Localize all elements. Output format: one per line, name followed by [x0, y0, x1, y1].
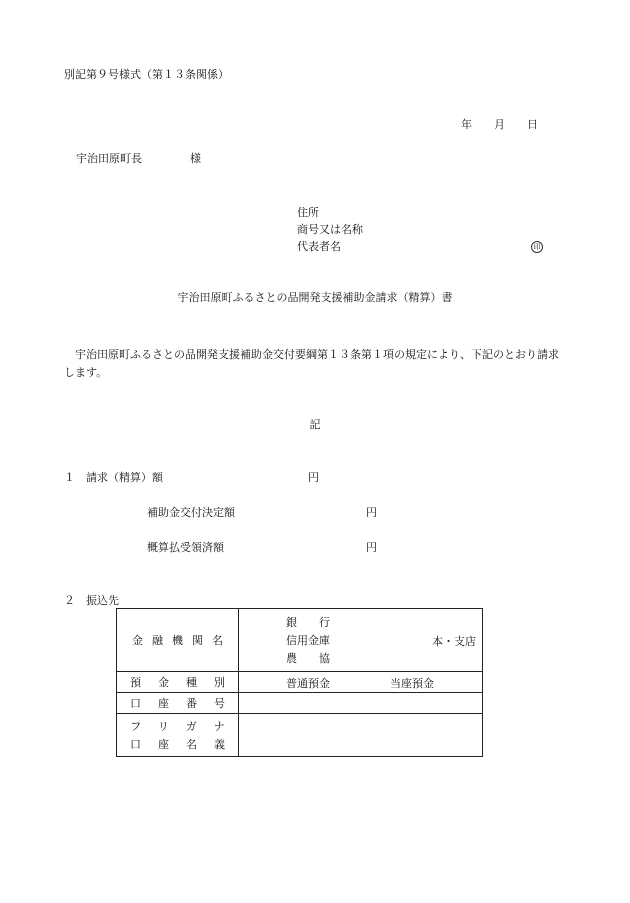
deposit-type-value-cell[interactable] [239, 672, 483, 693]
address-label: 住所 [297, 206, 319, 219]
institution-options [286, 614, 330, 668]
institution-option-nokyo: 農 協 [286, 652, 330, 665]
account-name-label: 口座名義 [130, 738, 242, 751]
account-number-label-cell [117, 693, 242, 714]
form-number: 別記第９号様式（第１３条関係） [64, 68, 229, 81]
deposit-type-checking[interactable]: 当座預金 [390, 677, 434, 690]
sub-item-grant-decision-yen: 円 [366, 506, 377, 519]
document-title: 宇治田原町ふるさとの品開発支援補助金請求（精算）書 [177, 291, 453, 304]
body-text-content: 宇治田原町ふるさとの品開発支援補助金交付要綱第１３条第１項の規定により、下記のとおり請求します。 [64, 348, 559, 379]
deposit-type-label-cell [117, 672, 242, 693]
institution-label: 金融機関名 [132, 634, 232, 647]
addressee-honorific: 様 [190, 152, 201, 165]
representative-label: 代表者名 [297, 240, 341, 253]
representative-row [297, 240, 547, 257]
item2-label: ２ 振込先 [64, 594, 119, 607]
institution-label-cell [117, 609, 239, 672]
bank-table [116, 608, 483, 757]
date-day: 日 [527, 118, 538, 131]
body-text [64, 346, 564, 382]
account-name-value-cell[interactable] [239, 714, 483, 757]
sub-item-advance-received-yen: 円 [366, 541, 377, 554]
account-number-value-cell[interactable] [239, 693, 483, 714]
date-year: 年 [461, 118, 472, 131]
date-line [461, 118, 538, 132]
account-name-label-cell [117, 714, 242, 757]
seal-icon: 印 [531, 241, 543, 253]
sub-item-grant-decision: 補助金交付決定額 [147, 506, 235, 519]
deposit-type-ordinary[interactable]: 普通預金 [286, 677, 330, 690]
institution-option-bank: 銀 行 [286, 616, 330, 629]
institution-value-cell[interactable] [239, 609, 483, 672]
item1-yen: 円 [308, 471, 319, 484]
institution-option-shinkin: 信用金庫 [286, 634, 330, 647]
branch-label: 本・支店 [432, 635, 476, 648]
deposit-type-label: 預金種別 [130, 676, 242, 689]
company-label: 商号又は名称 [297, 223, 363, 236]
ki-heading: 記 [309, 418, 321, 431]
applicant-block [297, 206, 547, 257]
sub-item-advance-received: 概算払受領済額 [147, 541, 224, 554]
addressee-name: 宇治田原町長 [76, 152, 142, 165]
date-month: 月 [494, 118, 505, 131]
furigana-label: フリガナ [130, 720, 242, 733]
account-number-label: 口座番号 [130, 697, 242, 710]
addressee [76, 152, 201, 166]
item1-label: １ 請求（精算）額 [64, 471, 163, 484]
